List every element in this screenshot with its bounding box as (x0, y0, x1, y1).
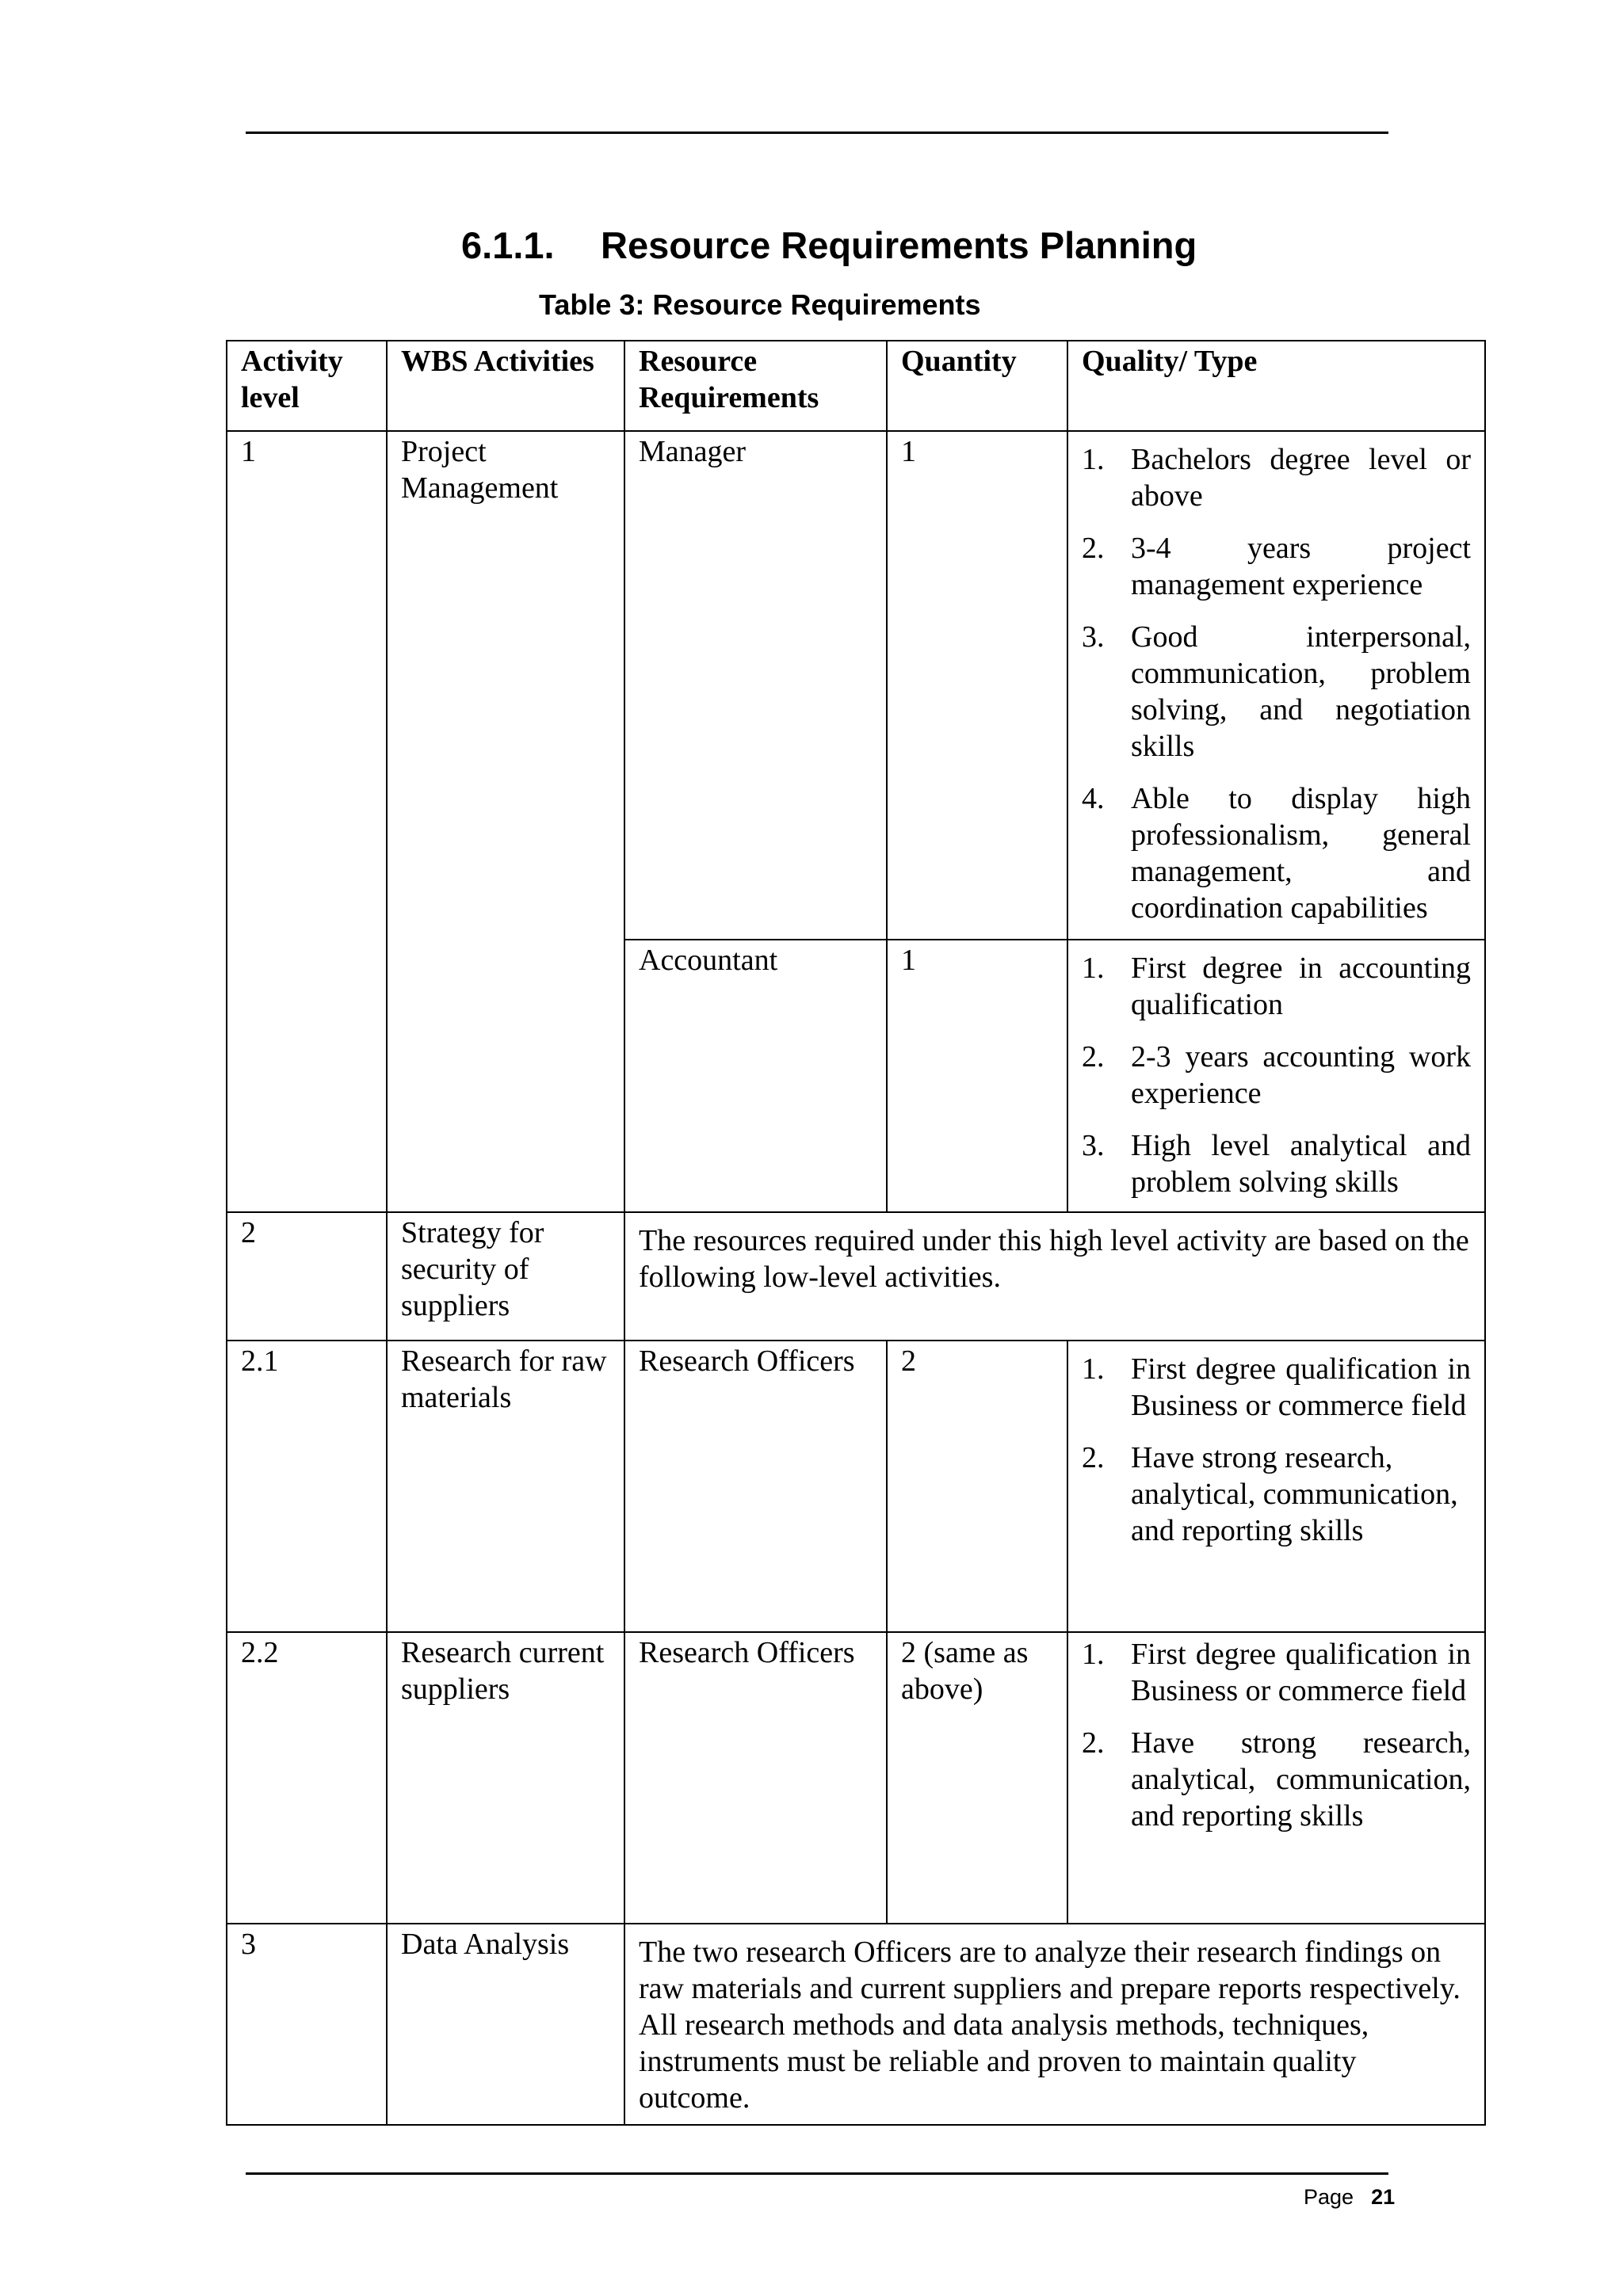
list-item (1082, 780, 1471, 926)
list-item (1082, 1440, 1471, 1549)
list-number: 3. (1082, 620, 1105, 654)
list-number: 1. (1082, 1352, 1105, 1386)
list-text: Have strong research, analytical, communication, and reporting skills (1131, 1441, 1458, 1547)
quality-cell (1067, 1341, 1485, 1632)
activity-level-cell: 2 (227, 1212, 387, 1341)
page-label: Page (1304, 2185, 1354, 2209)
activity-description-cell (624, 1924, 1485, 2125)
resource-cell: Accountant (624, 940, 887, 1212)
activity-level-cell: 3 (227, 1924, 387, 2125)
activity-description: The two research Officers are to analyze their research findings on raw materials and current suppliers and prepare reports respectively. All research methods and data analysis methods, techniques, instruments must be reliable and proven to maintain quality outcome. (639, 1936, 1461, 2115)
list-number: 2. (1082, 1726, 1105, 1760)
list-number: 3. (1082, 1129, 1105, 1162)
quantity-cell: 2 (same as above) (887, 1632, 1067, 1924)
list-text: Bachelors degree level or above (1131, 443, 1471, 513)
table-row (227, 1212, 1485, 1341)
resource-requirements-table (226, 340, 1486, 2126)
list-number: 2. (1082, 532, 1105, 565)
list-number: 1. (1082, 952, 1105, 985)
list-number: 1. (1082, 1638, 1105, 1671)
list-number: 4. (1082, 782, 1105, 815)
activity-description: The resources required under this high level activity are based on the following low-level activities. (639, 1224, 1469, 1294)
page-number: 21 (1371, 2185, 1396, 2209)
list-item (1082, 950, 1471, 1023)
list-item (1082, 441, 1471, 514)
wbs-activity-cell: Data Analysis (387, 1924, 624, 2125)
wbs-activity-cell: Research for raw materials (387, 1341, 624, 1632)
quality-list (1082, 1351, 1471, 1549)
quantity-cell: 1 (887, 940, 1067, 1212)
list-item (1082, 1127, 1471, 1200)
quality-cell (1067, 431, 1485, 940)
section-number: 6.1.1. (461, 224, 555, 266)
table-row (227, 1924, 1485, 2125)
activity-level-cell: 1 (227, 431, 387, 1212)
table-header-row (227, 341, 1485, 431)
header-rule (246, 132, 1388, 134)
list-number: 2. (1082, 1441, 1105, 1474)
quantity-cell: 2 (887, 1341, 1067, 1632)
table-row (227, 1341, 1485, 1632)
quantity-cell: 1 (887, 431, 1067, 940)
list-item (1082, 1636, 1471, 1709)
quality-list (1082, 1636, 1471, 1834)
resource-cell: Manager (624, 431, 887, 940)
list-item (1082, 530, 1471, 603)
list-item (1082, 1725, 1471, 1834)
list-text: 2-3 years accounting work experience (1131, 1040, 1471, 1110)
section-title: Resource Requirements Planning (601, 224, 1197, 266)
header-resource-requirements: Resource Requirements (624, 341, 887, 431)
quality-cell (1067, 1632, 1485, 1924)
header-quality-type: Quality/ Type (1067, 341, 1485, 431)
section-heading (461, 223, 1197, 267)
wbs-activity-cell: Strategy for security of suppliers (387, 1212, 624, 1341)
header-quantity: Quantity (887, 341, 1067, 431)
page-footer (1304, 2185, 1395, 2210)
list-text: First degree in accounting qualification (1131, 952, 1471, 1021)
header-wbs-activities: WBS Activities (387, 341, 624, 431)
list-item (1082, 619, 1471, 765)
table-row (227, 1632, 1485, 1924)
table-caption: Table 3: Resource Requirements (539, 288, 981, 321)
wbs-activity-cell: Research current suppliers (387, 1632, 624, 1924)
footer-rule (246, 2172, 1388, 2175)
quality-cell (1067, 940, 1485, 1212)
header-activity-level: Activity level (227, 341, 387, 431)
list-item (1082, 1351, 1471, 1424)
activity-level-cell: 2.2 (227, 1632, 387, 1924)
list-text: 3-4 years project management experience (1131, 532, 1471, 601)
list-text: First degree qualification in Business or commerce field (1131, 1352, 1471, 1422)
resource-cell: Research Officers (624, 1341, 887, 1632)
list-text: High level analytical and problem solving skills (1131, 1129, 1471, 1199)
list-text: Able to display high professionalism, general management, and coordination capabilities (1131, 782, 1471, 925)
table-row (227, 431, 1485, 940)
list-text: Good interpersonal, communication, problem solving, and negotiation skills (1131, 620, 1471, 763)
list-number: 2. (1082, 1040, 1105, 1074)
resource-cell: Research Officers (624, 1632, 887, 1924)
list-text: First degree qualification in Business or commerce field (1131, 1638, 1471, 1707)
activity-level-cell: 2.1 (227, 1341, 387, 1632)
quality-list (1082, 441, 1471, 926)
quality-list (1082, 950, 1471, 1200)
list-text: Have strong research, analytical, communication, and reporting skills (1131, 1726, 1471, 1833)
activity-description-cell (624, 1212, 1485, 1341)
wbs-activity-cell: Project Management (387, 431, 624, 1212)
list-item (1082, 1039, 1471, 1112)
list-number: 1. (1082, 443, 1105, 476)
